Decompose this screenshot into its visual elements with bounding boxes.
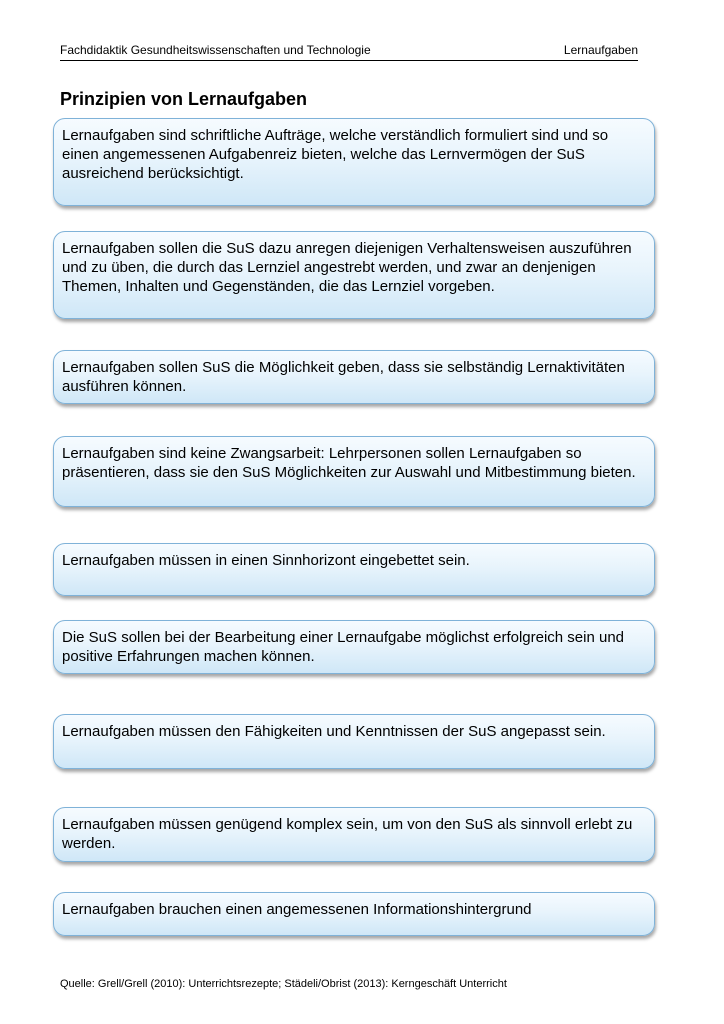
principle-box-5: Lernaufgaben müssen in einen Sinnhorizont eingebettet sein. [53,543,655,596]
principle-box-3: Lernaufgaben sollen SuS die Möglichkeit geben, dass sie selbständig Lernaktivitäten ausführen können. [53,350,655,404]
principle-box-2: Lernaufgaben sollen die SuS dazu anregen diejenigen Verhaltensweisen auszuführen und zu üben, die durch das Lernziel angestrebt werden, und zwar an denjenigen Themen, Inhalten und Gegenständen, die das Lernziel vorgeben. [53,231,655,319]
principle-box-4: Lernaufgaben sind keine Zwangsarbeit: Lehrpersonen sollen Lernaufgaben so präsentieren, dass sie den SuS Möglichkeiten zur Auswahl und Mitbestimmung bieten. [53,436,655,507]
principle-box-8: Lernaufgaben müssen genügend komplex sein, um von den SuS als sinnvoll erlebt zu werden. [53,807,655,862]
source-citation: Quelle: Grell/Grell (2010): Unterrichtsrezepte; Städeli/Obrist (2013): Kerngeschäft Unterricht [60,978,507,990]
header-topic: Lernaufgaben [563,43,638,57]
page-header [60,42,638,61]
header-course-title: Fachdidaktik Gesundheitswissenschaften und Technologie [60,43,371,57]
principle-box-1: Lernaufgaben sind schriftliche Aufträge, welche verständlich formuliert sind und so einen angemessenen Aufgabenreiz bieten, welche das Lernvermögen der SuS ausreichend berücksichtigt. [53,118,655,206]
principle-box-6: Die SuS sollen bei der Bearbeitung einer Lernaufgabe möglichst erfolgreich sein und positive Erfahrungen machen können. [53,620,655,674]
principle-box-9: Lernaufgaben brauchen einen angemessenen Informationshintergrund [53,892,655,936]
page-title: Prinzipien von Lernaufgaben [60,89,308,109]
principle-box-7: Lernaufgaben müssen den Fähigkeiten und Kenntnissen der SuS angepasst sein. [53,714,655,769]
